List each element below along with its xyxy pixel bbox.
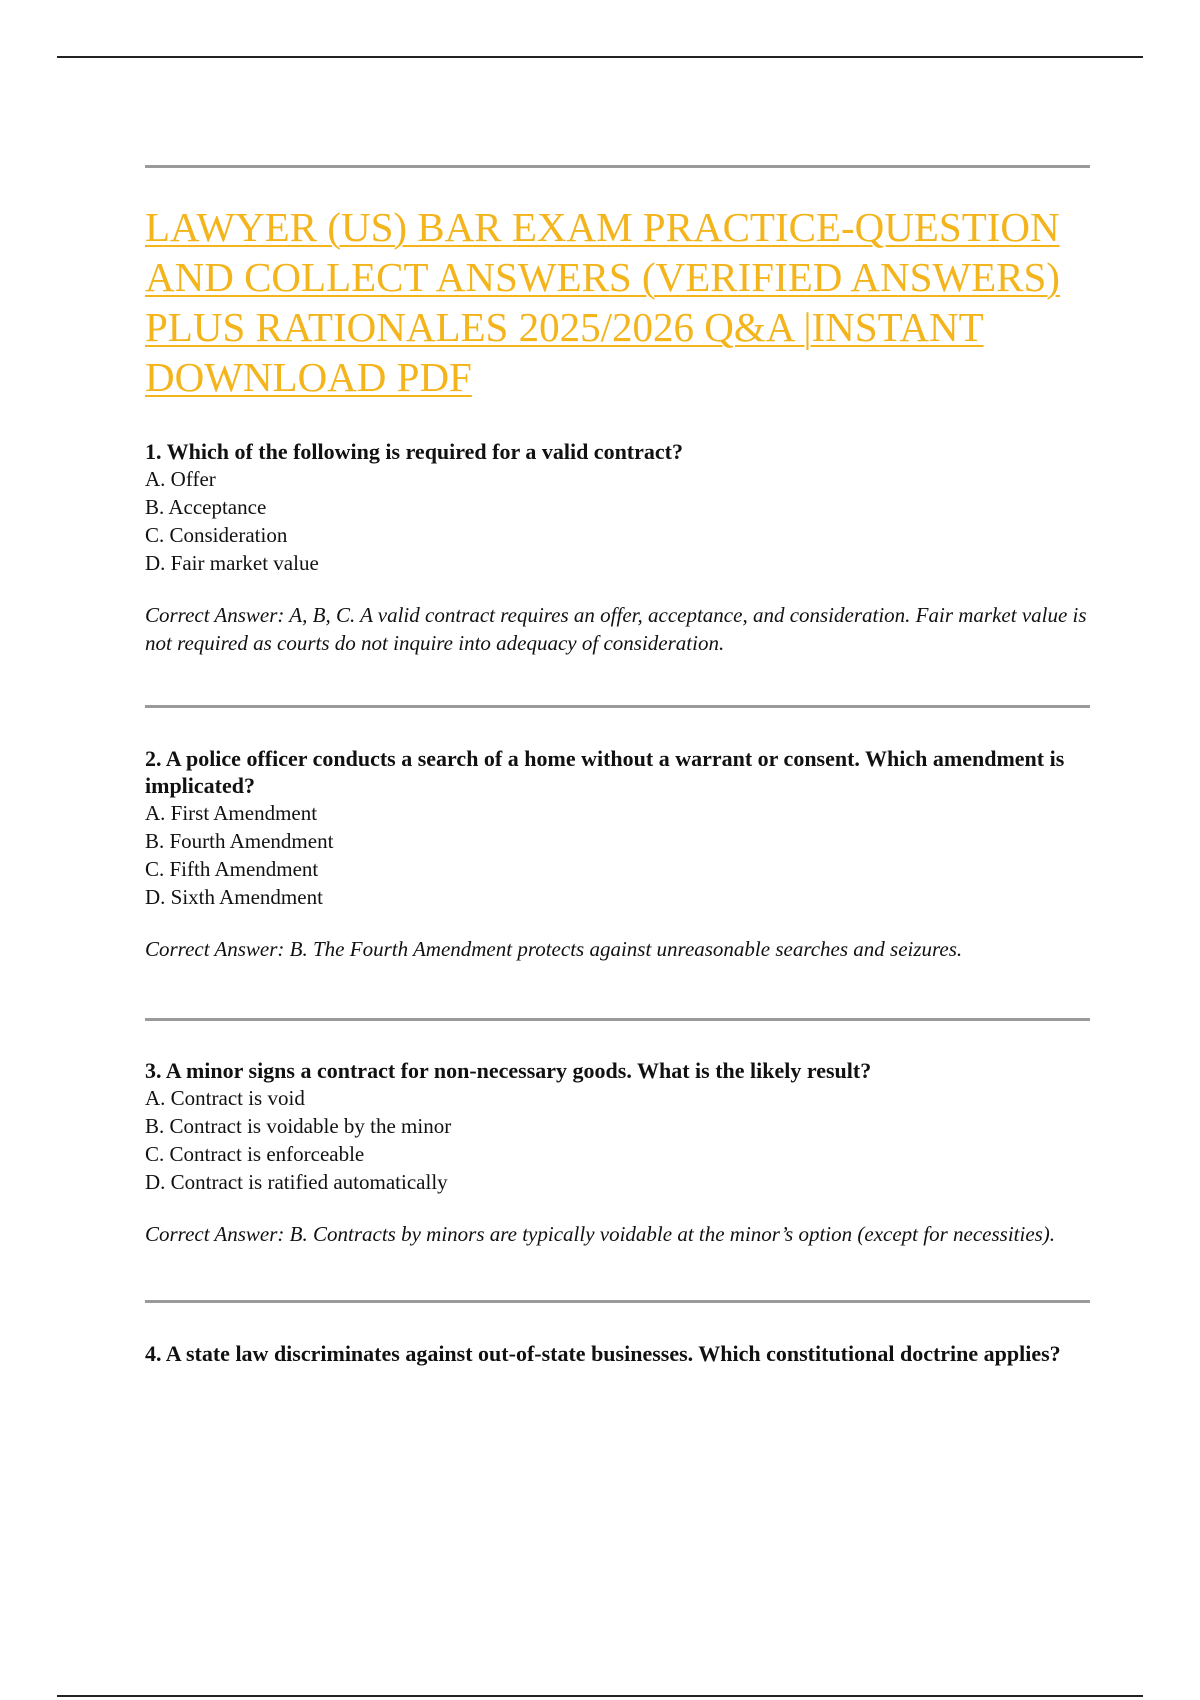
option-list [145,465,1090,577]
title-separator [145,165,1090,168]
option-a: A. Contract is void [145,1086,305,1110]
option-d: D. Sixth Amendment [145,885,323,909]
option-a: A. First Amendment [145,801,318,825]
question-3 [145,1057,1090,1248]
option-c: C. Consideration [145,523,288,547]
question-text: 4. A state law discriminates against out-of-state businesses. Which constitutional doctrine applies? [145,1341,1061,1366]
question-1 [145,438,1090,657]
answer-rationale: Correct Answer: A, B, C. A valid contract requires an offer, acceptance, and consideration. Fair market value is not required as courts do not inquire into adequacy of consideration. [145,603,1087,655]
option-c: C. Fifth Amendment [145,857,319,881]
document-title-text[interactable]: LAWYER (US) BAR EXAM PRACTICE-QUESTION AND COLLECT ANSWERS (VERIFIED ANSWERS) PLUS RATIONALES 2025/2026 Q&A |INSTANT DOWNLOAD PDF [145,204,1060,400]
option-list [145,1084,1090,1196]
page-bottom-rule [57,1695,1143,1697]
option-d: D. Contract is ratified automatically [145,1170,448,1194]
option-list [145,799,1090,911]
question-separator [145,1300,1090,1303]
document-body [145,165,1090,1367]
document-title-link[interactable] [145,202,1090,402]
question-4 [145,1340,1090,1367]
question-text: 1. Which of the following is required for a valid contract? [145,439,683,464]
page-top-rule [57,56,1143,58]
question-text: 3. A minor signs a contract for non-necessary goods. What is the likely result? [145,1058,872,1083]
option-b: B. Acceptance [145,495,267,519]
option-b: B. Contract is voidable by the minor [145,1114,452,1138]
answer-rationale: Correct Answer: B. The Fourth Amendment protects against unreasonable searches and seizures. [145,937,963,961]
option-a: A. Offer [145,467,216,491]
answer-rationale: Correct Answer: B. Contracts by minors are typically voidable at the minor’s option (except for necessities). [145,1222,1056,1246]
question-separator [145,705,1090,708]
option-b: B. Fourth Amendment [145,829,334,853]
option-c: C. Contract is enforceable [145,1142,365,1166]
question-2 [145,745,1090,963]
option-d: D. Fair market value [145,551,319,575]
question-separator [145,1018,1090,1021]
question-text: 2. A police officer conducts a search of a home without a warrant or consent. Which amendment is implicated? [145,746,1065,798]
